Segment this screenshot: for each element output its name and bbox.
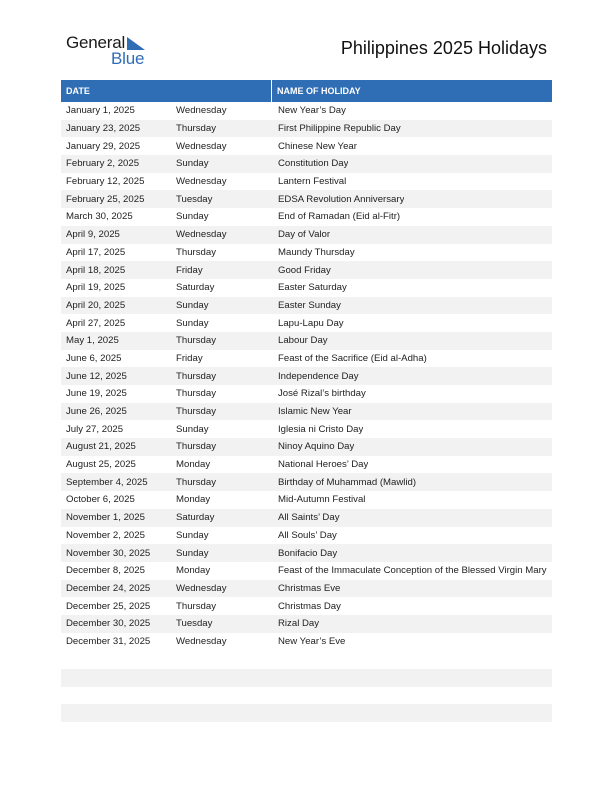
table-row	[61, 190, 552, 208]
holiday-date: April 18, 2025	[66, 264, 126, 276]
holiday-name: Easter Saturday	[278, 282, 347, 294]
holiday-weekday: Thursday	[176, 388, 216, 400]
table-row	[61, 367, 552, 385]
holiday-date: June 12, 2025	[66, 370, 127, 382]
holiday-date: November 1, 2025	[66, 512, 145, 524]
holiday-weekday: Wednesday	[176, 229, 227, 241]
holiday-date: April 9, 2025	[66, 229, 120, 241]
page-title: Philippines 2025 Holidays	[340, 38, 547, 58]
holiday-weekday: Wednesday	[176, 140, 227, 152]
holiday-date: July 27, 2025	[66, 423, 124, 435]
table-row	[61, 297, 552, 315]
holiday-name: Maundy Thursday	[278, 246, 355, 258]
table-row	[61, 244, 552, 262]
holiday-date: January 23, 2025	[66, 123, 141, 135]
holiday-name: Bonifacio Day	[278, 547, 338, 559]
holiday-weekday: Monday	[176, 565, 211, 577]
table-row	[61, 438, 552, 456]
holiday-weekday: Thursday	[176, 123, 216, 135]
holiday-weekday: Wednesday	[176, 105, 227, 117]
logo-word-general: General	[66, 33, 126, 52]
holiday-weekday: Thursday	[176, 476, 216, 488]
logo	[66, 33, 156, 69]
table-header	[61, 80, 552, 102]
holiday-date: September 4, 2025	[66, 476, 148, 488]
table-row	[61, 456, 552, 474]
holiday-name: Independence Day	[278, 370, 359, 382]
holiday-weekday: Thursday	[176, 406, 216, 418]
table-row	[61, 102, 552, 120]
holiday-date: December 24, 2025	[66, 582, 151, 594]
holiday-weekday: Monday	[176, 459, 211, 471]
table-row	[61, 226, 552, 244]
holiday-date: April 19, 2025	[66, 282, 126, 294]
holiday-name: Lantern Festival	[278, 176, 347, 188]
holiday-weekday: Friday	[176, 264, 203, 276]
holiday-weekday: Wednesday	[176, 582, 227, 594]
holiday-name: Good Friday	[278, 264, 331, 276]
holiday-weekday: Tuesday	[176, 618, 213, 630]
holiday-name: Mid-Autumn Festival	[278, 494, 366, 506]
holiday-weekday: Thursday	[176, 335, 216, 347]
holiday-weekday: Thursday	[176, 441, 216, 453]
holiday-weekday: Thursday	[176, 246, 216, 258]
table-row	[61, 580, 552, 598]
holiday-date: December 31, 2025	[66, 635, 151, 647]
holiday-name: Day of Valor	[278, 229, 331, 241]
table-row	[61, 597, 552, 615]
holiday-name: Constitution Day	[278, 158, 349, 170]
holiday-name: All Saints’ Day	[278, 512, 340, 524]
holiday-name: New Year’s Day	[278, 105, 346, 117]
holiday-weekday: Sunday	[176, 158, 209, 170]
holiday-name: Christmas Day	[278, 600, 341, 612]
holiday-name: Chinese New Year	[278, 140, 357, 152]
table-row	[61, 527, 552, 545]
table-row	[61, 350, 552, 368]
holiday-date: June 19, 2025	[66, 388, 127, 400]
table-body	[61, 102, 552, 650]
holiday-date: November 2, 2025	[66, 529, 145, 541]
holiday-weekday: Sunday	[176, 423, 209, 435]
holiday-name: Feast of the Sacrifice (Eid al-Adha)	[278, 352, 427, 364]
table-row	[61, 544, 552, 562]
holiday-name: National Heroes’ Day	[278, 459, 369, 471]
table-row	[61, 155, 552, 173]
table-row	[61, 261, 552, 279]
holiday-date: August 25, 2025	[66, 459, 136, 471]
header-holiday-name: NAME OF HOLIDAY	[277, 86, 361, 96]
table-row	[61, 332, 552, 350]
table-row	[61, 173, 552, 191]
holiday-name: Labour Day	[278, 335, 328, 347]
table-row	[61, 314, 552, 332]
holiday-date: January 1, 2025	[66, 105, 135, 117]
table-row	[61, 208, 552, 226]
holiday-name: José Rizal’s birthday	[278, 388, 366, 400]
table-row	[61, 473, 552, 491]
holiday-weekday: Sunday	[176, 529, 209, 541]
holiday-date: March 30, 2025	[66, 211, 133, 223]
holiday-weekday: Sunday	[176, 299, 209, 311]
holiday-date: October 6, 2025	[66, 494, 135, 506]
holiday-date: April 17, 2025	[66, 246, 126, 258]
holiday-weekday: Tuesday	[176, 193, 213, 205]
holiday-name: Feast of the Immaculate Conception of the Blessed Virgin Mary	[278, 565, 547, 577]
holiday-name: Lapu-Lapu Day	[278, 317, 344, 329]
holiday-name: Birthday of Muhammad (Mawlid)	[278, 476, 417, 488]
holiday-date: April 27, 2025	[66, 317, 126, 329]
holiday-name: Easter Sunday	[278, 299, 341, 311]
blank-row	[61, 704, 552, 722]
holiday-name: EDSA Revolution Anniversary	[278, 193, 405, 205]
holiday-date: February 25, 2025	[66, 193, 145, 205]
logo-word-blue: Blue	[111, 49, 145, 68]
holiday-date: December 30, 2025	[66, 618, 151, 630]
holiday-name: Rizal Day	[278, 618, 320, 630]
holiday-weekday: Sunday	[176, 547, 209, 559]
holiday-name: All Souls’ Day	[278, 529, 337, 541]
table-row	[61, 120, 552, 138]
holiday-date: June 26, 2025	[66, 406, 127, 418]
table-row	[61, 509, 552, 527]
table-row	[61, 385, 552, 403]
holiday-date: August 21, 2025	[66, 441, 136, 453]
holiday-name: New Year’s Eve	[278, 635, 346, 647]
holiday-table	[61, 80, 552, 650]
holiday-date: May 1, 2025	[66, 335, 119, 347]
holiday-date: April 20, 2025	[66, 299, 126, 311]
holiday-name: Christmas Eve	[278, 582, 341, 594]
holiday-weekday: Sunday	[176, 211, 209, 223]
holiday-date: June 6, 2025	[66, 352, 122, 364]
holiday-weekday: Thursday	[176, 600, 216, 612]
holiday-date: January 29, 2025	[66, 140, 141, 152]
holiday-date: December 25, 2025	[66, 600, 151, 612]
table-row	[61, 615, 552, 633]
table-row	[61, 279, 552, 297]
holiday-date: February 12, 2025	[66, 176, 145, 188]
holiday-weekday: Wednesday	[176, 176, 227, 188]
header-date: DATE	[61, 80, 272, 102]
holiday-name: Ninoy Aquino Day	[278, 441, 355, 453]
table-row	[61, 137, 552, 155]
holiday-weekday: Saturday	[176, 512, 215, 524]
table-row	[61, 562, 552, 580]
table-row	[61, 491, 552, 509]
holiday-date: November 30, 2025	[66, 547, 151, 559]
holiday-date: December 8, 2025	[66, 565, 145, 577]
blank-row	[61, 669, 552, 687]
holiday-name: First Philippine Republic Day	[278, 123, 401, 135]
holiday-weekday: Saturday	[176, 282, 215, 294]
holiday-name: Iglesia ni Cristo Day	[278, 423, 364, 435]
holiday-weekday: Friday	[176, 352, 203, 364]
holiday-name: End of Ramadan (Eid al-Fitr)	[278, 211, 401, 223]
table-row	[61, 633, 552, 651]
holiday-date: February 2, 2025	[66, 158, 140, 170]
holiday-weekday: Sunday	[176, 317, 209, 329]
table-row	[61, 403, 552, 421]
holiday-weekday: Wednesday	[176, 635, 227, 647]
holiday-name: Islamic New Year	[278, 406, 352, 418]
holiday-weekday: Thursday	[176, 370, 216, 382]
table-row	[61, 420, 552, 438]
holiday-weekday: Monday	[176, 494, 211, 506]
